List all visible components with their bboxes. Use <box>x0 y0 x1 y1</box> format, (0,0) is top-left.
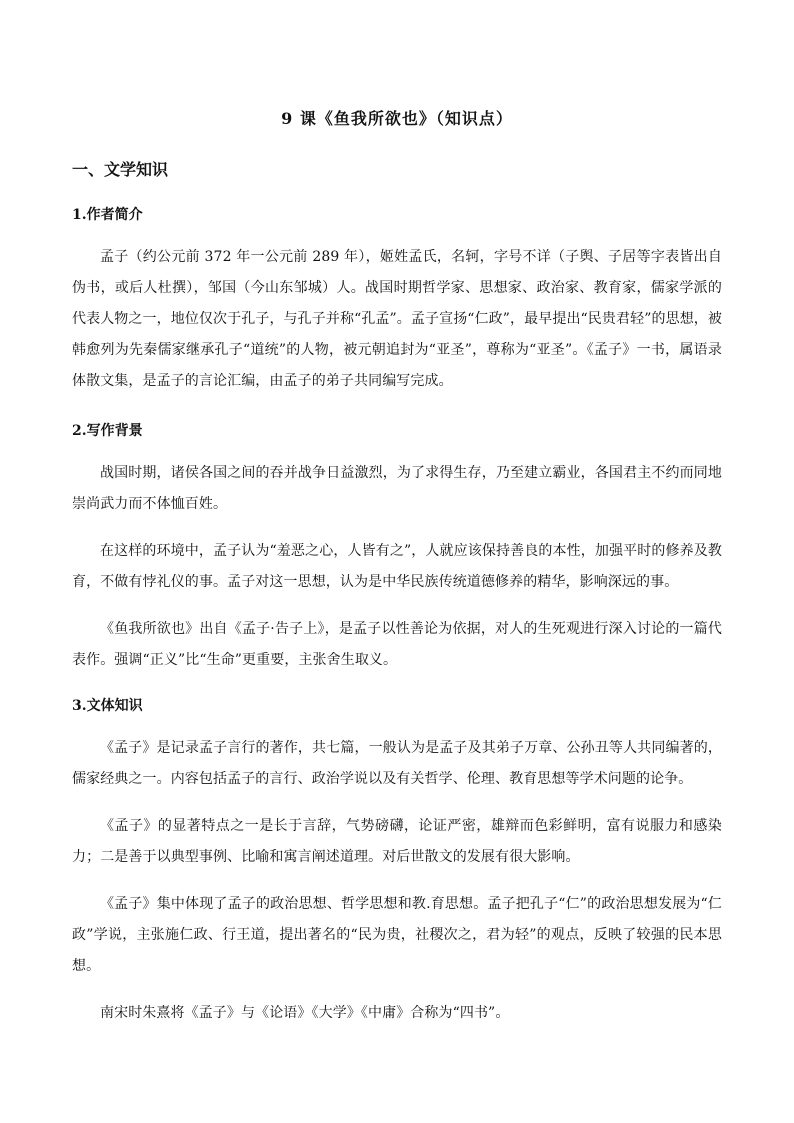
section-heading-literary-knowledge: 一、文学知识 <box>72 160 169 179</box>
paragraph-genre-2: 《孟子》的显著特点之一是长于言辞，气势磅礴，论证严密，雄辩而色彩鲜明，富有说服力和感染力；二是善于以典型事例、比喻和寓言阐述道理。对后世散文的发展有很大影响。 <box>72 818 722 865</box>
paragraph-author-intro: 孟子（约公元前 372 年一公元前 289 年），姬姓孟氏，名轲，字号不详（子舆、子居等字表皆出自伪书，或后人杜撰），邹国（今山东邹城）人。战国时期哲学家、思想家、政治家、教育家，儒家学派的代表人物之一，地位仅次于孔子，与孔子并称“孔孟”。孟子宣扬“仁政”，最早提出“民贵君轻”的思想，被韩愈列为先秦儒家继承孔子“道统”的人物，被元朝追封为“亚圣”，尊称为“亚圣”。《孟子》一书，属语录体散文集，是孟子的言论汇编，由孟子的弟子共同编写完成。 <box>72 249 722 389</box>
subheading-genre-knowledge: 3.文体知识 <box>72 698 143 714</box>
paragraph-background-1: 战国时期，诸侯各国之间的吞并战争日益激烈，为了求得生存，乃至建立霸业，各国君主不约而同地崇尚武力而不体恤百姓。 <box>72 465 722 512</box>
paragraph-background-3: 《鱼我所欲也》出自《孟子·告子上》，是孟子以性善论为依据，对人的生死观进行深入讨论的一篇代表作。强调“正义”比“生命”更重要，主张舍生取义。 <box>72 621 722 668</box>
paragraph-genre-3: 《孟子》集中体现了孟子的政治思想、哲学思想和教.育思想。孟子把孔子“仁”的政治思想发展为“仁政”学说，主张施仁政、行王道，提出著名的“民为贵，社稷次之，君为轻”的观点，反映了较强的民本思想。 <box>72 896 722 974</box>
document-title: 9 课《鱼我所欲也》（知识点） <box>281 109 513 128</box>
paragraph-genre-1: 《孟子》是记录孟子言行的著作，共七篇，一般认为是孟子及其弟子万章、公孙丑等人共同编著的，儒家经典之一。内容包括孟子的言行、政治学说以及有关哲学、伦理、教育思想等学术问题的论争。 <box>72 740 722 787</box>
subheading-author-intro: 1.作者简介 <box>72 207 143 223</box>
subheading-writing-background: 2.写作背景 <box>72 423 143 439</box>
paragraph-background-2: 在这样的环境中，孟子认为“羞恶之心，人皆有之”，人就应该保持善良的本性，加强平时的修养及教育，不做有悖礼仪的事。孟子对这一思想，认为是中华民族传统道德修养的精华，影响深远的事。 <box>72 543 722 590</box>
paragraph-genre-4: 南宋时朱熹将《孟子》与《论语》《大学》《中庸》合称为“四书”。 <box>100 1005 510 1021</box>
